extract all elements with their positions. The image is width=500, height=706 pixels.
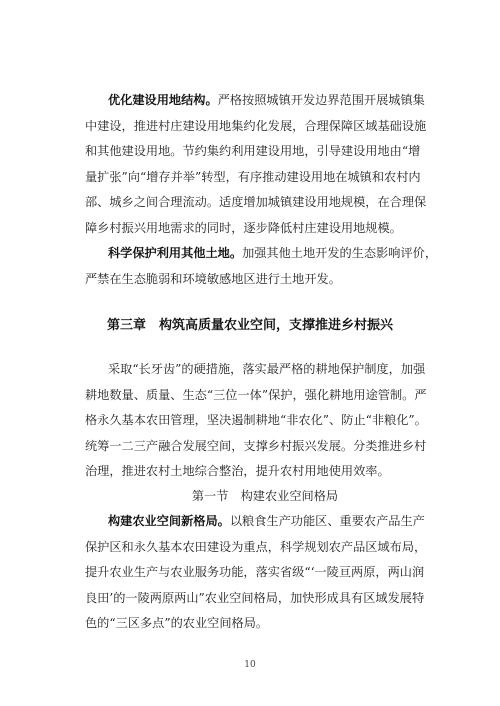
paragraph-other-land [85,241,445,292]
paragraph-chapter-intro [85,357,445,485]
paragraph-heading: 构建农业空间新格局。 [108,514,230,528]
paragraph-line: 统筹一二三产融合发展空间，支撑乡村振兴发展。分类推进乡村 [85,438,427,453]
paragraph-line: 耕地数量、质量、生态“三位一体”保护，强化耕地用途管制。严 [85,387,427,402]
paragraph-line: 中建设，推进村庄建设用地集约化发展，合理保障区域基础设施 [85,118,427,133]
section-title: 第一节 构建农业空间格局 [191,489,339,503]
paragraph-line [85,88,445,114]
page-number: 10 [244,660,256,670]
paragraph-agri-pattern [85,509,445,637]
paragraph-line: 保护区和永久基本农田建设为重点，科学规划农产品区域布局， [85,539,427,554]
paragraph-line: 采取“长牙齿”的硬措施，落实最严格的耕地保护制度，加强 [108,362,426,376]
paragraph-line: 提升农业生产与农业服务功能，落实省级“‘一陵亘两原，两山润 [85,565,425,579]
paragraph-line: 良田’的一陵两原两山”农业空间格局，加快形成具有区域发展特 [85,590,425,605]
paragraph-text: 以粮食生产功能区、重要农产品生产 [229,514,425,528]
paragraph-land-structure [85,88,445,241]
paragraph-heading: 科学保护利用其他土地。 [108,246,243,260]
paragraph-line: 色的“三区多点”的农业空间格局。 [85,616,269,630]
paragraph-heading: 优化建设用地结构。 [108,93,218,107]
paragraph-line: 量扩张”向“增存并举”转型，有序推动建设用地在城镇和农村内 [85,169,421,184]
paragraph-line: 格永久基本农田管理，坚决遏制耕地“非农化”、防止“非粮化”。 [85,413,427,427]
paragraph-line: 障乡村振兴用地需求的同时，逐步降低村庄建设用地规模。 [85,220,402,235]
paragraph-line [85,509,445,535]
chapter-title: 第三章 构筑高质量农业空间，支撑推进乡村振兴 [106,318,393,333]
paragraph-text: 严格按照城镇开发边界范围开展城镇集 [217,93,425,107]
paragraph-line: 部、城乡之间合理流动。适度增加城镇建设用地规模，在合理保 [85,195,427,209]
paragraph-line: 严禁在生态脆弱和环境敏感地区进行土地开发。 [85,271,341,286]
paragraph-line: 和其他建设用地。节约集约利用建设用地，引导建设用地由“增 [85,144,421,158]
paragraph-text: 加强其他土地开发的生态影响评价， [242,246,438,260]
paragraph-line [85,241,445,267]
paragraph-line: 治理，推进农村土地综合整治，提升农村用地使用效率。 [85,464,390,478]
